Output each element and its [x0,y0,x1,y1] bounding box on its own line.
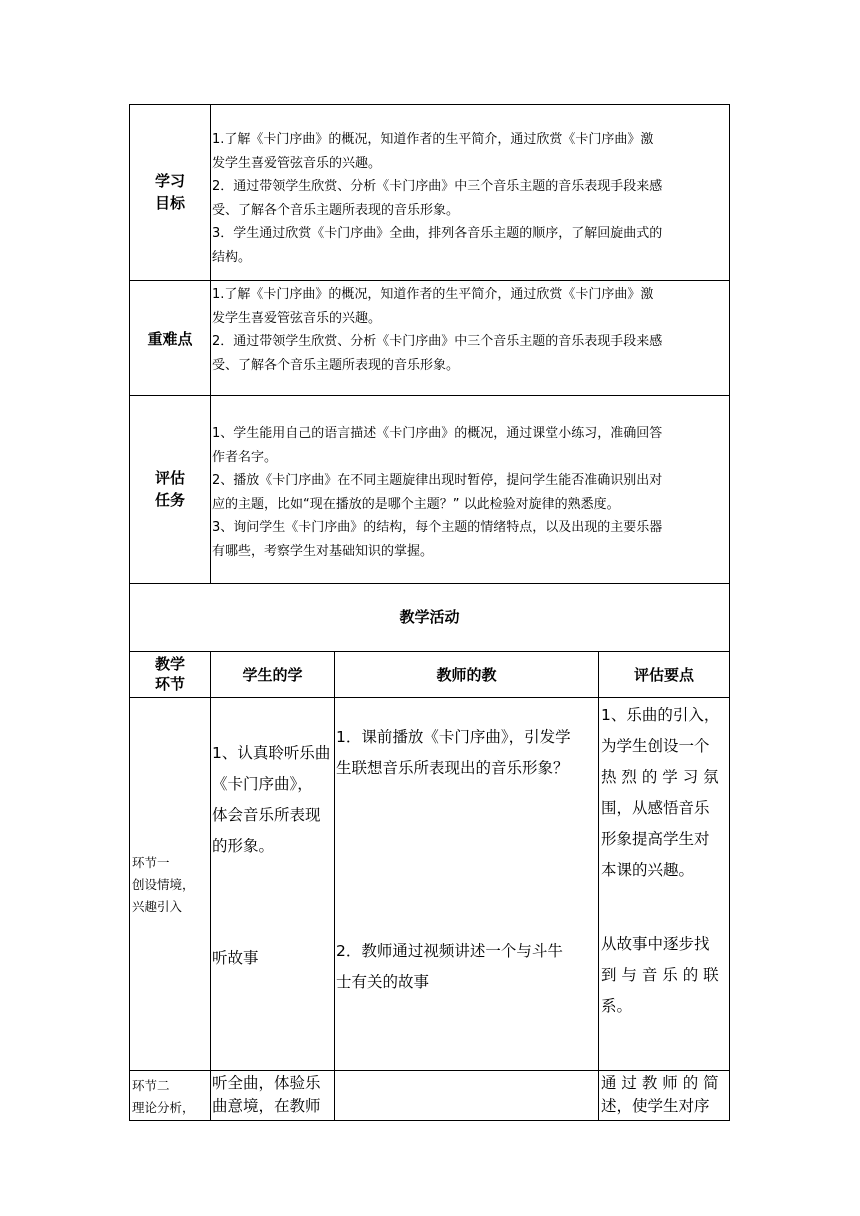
row-divider [129,280,730,281]
keypoints-label: 重难点 [147,330,193,348]
header-stage: 教学 环节 [154,655,185,693]
table-border-bottom [129,1120,730,1121]
header-evaluation: 评估要点 [633,666,694,684]
goals-label: 学习 目标 [154,172,185,212]
stage1-student-b: 听故事 [212,949,259,967]
header-student: 学生的学 [242,666,303,684]
row-divider [129,583,730,584]
row-divider [129,1070,730,1071]
stage2-eval: 通 过 教 师 的 简 述，使学生对序 [601,1074,719,1115]
goals-text: 1.了解《卡门序曲》的概况，知道作者的生平简介，通过欣赏《卡门序曲》激 发学生喜爱管弦音乐的兴趣。 2．通过带领学生欣赏、分析《卡门序曲》中三个音乐主题的音乐表现手段来感 受、了解各个音乐主题所表现的音乐形象。 3．学生通过欣赏《卡门序曲》全曲，排列各音乐主题的顺序，了解回旋曲式的 结构。 [212,132,663,265]
activities-title: 教学活动 [399,608,460,626]
stage1-eval-a: 1、乐曲的引入， 为学生创设一个 热 烈 的 学 习 氛 围，从感悟音乐 形象提高学生对 本课的兴趣。 [601,706,720,879]
assessment-label: 评估 任务 [154,469,185,509]
stage1-name: 环节一 创设情境， 兴趣引入 [132,855,195,914]
stage1-student-a: 1、认真聆听乐曲 《卡门序曲》， 体会音乐所表现 的形象。 [212,744,331,855]
table-border-right [729,104,730,1121]
table-border-top [129,104,730,105]
row-divider [129,697,730,698]
column-divider [598,651,599,1121]
stage2-student: 听全曲，体验乐 曲意境，在教师 [212,1074,321,1115]
assessment-text: 1、学生能用自己的语言描述《卡门序曲》的概况，通过课堂小练习，准确回答 作者名字。 2、播放《卡门序曲》在不同主题旋律出现时暂停，提问学生能否准确识别出对 应的主题，比如“现在播放的是哪个主题？” 以此检验对旋律的熟悉度。 3、询问学生《卡门序曲》的结构，每个主题的情绪特点，以及出现的主要乐器 有哪些，考察学生对基础知识的掌握。 [212,426,663,559]
stage1-teacher-b: 2．教师通过视频讲述一个与斗牛 士有关的故事 [336,942,563,991]
row-divider [129,395,730,396]
row-divider [129,651,730,652]
header-teacher: 教师的教 [436,666,497,684]
stage2-name: 环节二 理论分析， [132,1078,195,1115]
column-divider [210,104,211,584]
stage1-teacher-a: 1．课前播放《卡门序曲》，引发学 生联想音乐所表现出的音乐形象？ [336,728,571,777]
column-divider [334,651,335,1121]
column-divider [210,651,211,1121]
stage1-eval-b: 从故事中逐步找 到 与 音 乐 的 联 系。 [601,935,719,1015]
keypoints-text: 1.了解《卡门序曲》的概况，知道作者的生平简介，通过欣赏《卡门序曲》激 发学生喜爱管弦音乐的兴趣。 2．通过带领学生欣赏、分析《卡门序曲》中三个音乐主题的音乐表现手段来感 受、了解各个音乐主题所表现的音乐形象。 [212,287,663,373]
